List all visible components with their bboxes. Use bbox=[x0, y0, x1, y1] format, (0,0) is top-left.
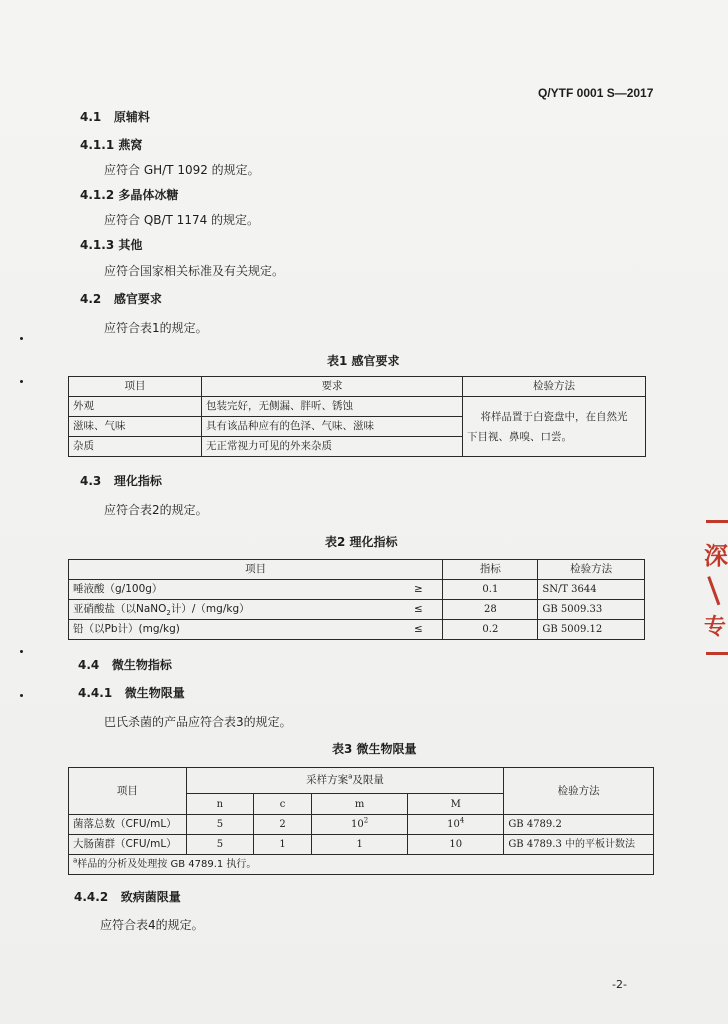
section-title: 其他 bbox=[118, 238, 143, 252]
page-number: -2- bbox=[612, 978, 627, 991]
seal-char: 专 bbox=[704, 614, 727, 640]
table1-header-item: 项目 bbox=[69, 377, 202, 397]
section-number: 4.1 bbox=[80, 110, 102, 124]
section-4-2-text: 应符合表1的规定。 bbox=[104, 321, 208, 335]
section-title: 燕窝 bbox=[118, 138, 143, 152]
section-number: 4.3 bbox=[80, 474, 102, 488]
table3-cell-method: GB 4789.2 bbox=[504, 815, 654, 835]
table3-M-value: 10 bbox=[447, 819, 460, 830]
section-number: 4.1.1 bbox=[80, 138, 115, 152]
table3-cell-c: 1 bbox=[254, 835, 312, 855]
section-title: 原辅料 bbox=[113, 110, 150, 124]
table2-cell-operator: ≤ bbox=[394, 600, 443, 620]
table3-cell-item: 大肠菌群（CFU/mL） bbox=[69, 835, 187, 855]
table2-cell-item: 唾液酸（g/100g） bbox=[69, 580, 395, 600]
section-4-1-1-text: 应符合 GH/T 1092 的规定。 bbox=[104, 163, 260, 177]
table2-cell-method: SN/T 3644 bbox=[538, 580, 645, 600]
section-title: 微生物限量 bbox=[124, 686, 185, 700]
seal-char: 深 bbox=[704, 541, 728, 570]
section-number: 4.1.2 bbox=[80, 188, 115, 202]
table3-cell-M: 10 bbox=[408, 835, 504, 855]
table3-cell-n: 5 bbox=[186, 835, 253, 855]
table1-header-method: 检验方法 bbox=[463, 377, 646, 397]
red-seal bbox=[698, 510, 728, 660]
table3-plan-tail: 及限量 bbox=[352, 774, 384, 787]
section-4-3-heading bbox=[80, 472, 162, 489]
table2-item-tail: 计）/（mg/kg） bbox=[170, 603, 250, 615]
table3-cell-method: GB 4789.3 中的平板计数法 bbox=[504, 835, 654, 855]
table1-cell-item: 杂质 bbox=[69, 437, 202, 457]
table3-subheader-M: M bbox=[408, 794, 504, 815]
table1-method-line1: 将样品置于白瓷盘中，在自然光 bbox=[480, 410, 628, 423]
margin-speck bbox=[20, 337, 23, 340]
table2-cell-method: GB 5009.12 bbox=[538, 620, 645, 640]
section-4-4-1-heading bbox=[78, 684, 185, 701]
table3-M-exponent: 4 bbox=[459, 816, 465, 825]
table2-cell-value: 0.2 bbox=[443, 620, 538, 640]
section-title: 感官要求 bbox=[113, 292, 162, 306]
table1-cell-item: 外观 bbox=[69, 397, 202, 417]
table3-header-item: 项目 bbox=[69, 768, 187, 815]
table1-cell-requirement: 包装完好，无侧漏、胖听、锈蚀 bbox=[202, 397, 463, 417]
section-4-1-1-heading bbox=[80, 136, 142, 153]
table3-subheader-c: c bbox=[254, 794, 312, 815]
table2-item-subscript: 2 bbox=[166, 609, 171, 618]
table1-cell-method bbox=[463, 397, 646, 457]
table3-footnote bbox=[69, 855, 654, 875]
table2-cell-operator: ≥ bbox=[394, 580, 443, 600]
section-title: 致病菌限量 bbox=[120, 890, 181, 904]
table3-subheader-n: n bbox=[186, 794, 253, 815]
table1-cell-requirement: 具有该品种应有的色泽、气味、滋味 bbox=[202, 417, 463, 437]
table2-physicochemical bbox=[68, 559, 645, 640]
section-title: 多晶体冰糖 bbox=[118, 188, 179, 202]
table3-m-exponent: 2 bbox=[363, 816, 369, 825]
seal-border-top bbox=[706, 520, 728, 523]
section-4-4-2-text: 应符合表4的规定。 bbox=[100, 918, 204, 932]
section-number: 4.1.3 bbox=[80, 238, 115, 252]
table1-caption: 表1 感官要求 bbox=[327, 354, 400, 368]
table1-cell-requirement: 无正常视力可见的外来杂质 bbox=[202, 437, 463, 457]
table1-cell-item: 滋味、气味 bbox=[69, 417, 202, 437]
table1-method-line2: 下目视、鼻嗅、口尝。 bbox=[467, 430, 572, 443]
section-number: 4.4.1 bbox=[78, 686, 113, 700]
table2-header-index: 指标 bbox=[443, 560, 538, 580]
table2-cell-value: 0.1 bbox=[443, 580, 538, 600]
margin-speck bbox=[20, 380, 23, 383]
table3-cell-c: 2 bbox=[254, 815, 312, 835]
table3-cell-item: 菌落总数（CFU/mL） bbox=[69, 815, 187, 835]
table3-cell-m: 1 bbox=[312, 835, 408, 855]
section-4-4-1-text: 巴氏杀菌的产品应符合表3的规定。 bbox=[104, 715, 292, 729]
table3-cell-m bbox=[312, 815, 408, 835]
table3-cell-n: 5 bbox=[186, 815, 253, 835]
section-4-1-3-heading bbox=[80, 236, 142, 253]
section-number: 4.2 bbox=[80, 292, 102, 306]
table3-plan-sup: a bbox=[348, 772, 353, 781]
table3-subheader-m: m bbox=[312, 794, 408, 815]
table3-footnote-sup: a bbox=[73, 856, 78, 865]
table1-header-requirement: 要求 bbox=[202, 377, 463, 397]
table2-caption: 表2 理化指标 bbox=[325, 535, 398, 549]
table2-cell-item: 铅（以Pb计）(mg/kg) bbox=[69, 620, 395, 640]
table2-header-method: 检验方法 bbox=[538, 560, 645, 580]
section-4-3-text: 应符合表2的规定。 bbox=[104, 503, 208, 517]
table3-m-value: 10 bbox=[351, 819, 364, 830]
margin-speck bbox=[20, 650, 23, 653]
table3-header-method: 检验方法 bbox=[504, 768, 654, 815]
document-id: Q/YTF 0001 S—2017 bbox=[538, 86, 654, 100]
table2-cell-operator: ≤ bbox=[394, 620, 443, 640]
table1-sensory bbox=[68, 376, 646, 457]
section-4-2-heading bbox=[80, 290, 162, 307]
section-4-1-2-heading bbox=[80, 186, 178, 203]
table3-footnote-text: 样品的分析及处理按 GB 4789.1 执行。 bbox=[77, 859, 257, 870]
section-number: 4.4 bbox=[78, 658, 100, 672]
section-title: 理化指标 bbox=[113, 474, 162, 488]
section-4-1-heading bbox=[80, 108, 150, 125]
table2-cell-value: 28 bbox=[443, 600, 538, 620]
table3-microbial bbox=[68, 767, 654, 875]
table3-cell-M bbox=[408, 815, 504, 835]
margin-speck bbox=[20, 694, 23, 697]
section-4-1-3-text: 应符合国家相关标准及有关规定。 bbox=[104, 264, 285, 278]
section-4-1-2-text: 应符合 QB/T 1174 的规定。 bbox=[104, 213, 260, 227]
table2-item-text: 亚硝酸盐（以NaNO bbox=[73, 603, 167, 615]
section-4-4-heading bbox=[78, 656, 172, 673]
section-number: 4.4.2 bbox=[74, 890, 109, 904]
section-4-4-2-heading bbox=[74, 888, 181, 905]
table2-cell-method: GB 5009.33 bbox=[538, 600, 645, 620]
table2-header-item: 项目 bbox=[69, 560, 443, 580]
seal-border-bottom bbox=[706, 652, 728, 655]
table3-plan-label: 采样方案 bbox=[306, 774, 349, 787]
table2-cell-item bbox=[69, 600, 395, 620]
seal-stroke bbox=[707, 573, 728, 606]
section-title: 微生物指标 bbox=[111, 658, 172, 672]
table3-caption: 表3 微生物限量 bbox=[332, 742, 417, 756]
table3-header-plan bbox=[186, 768, 504, 794]
